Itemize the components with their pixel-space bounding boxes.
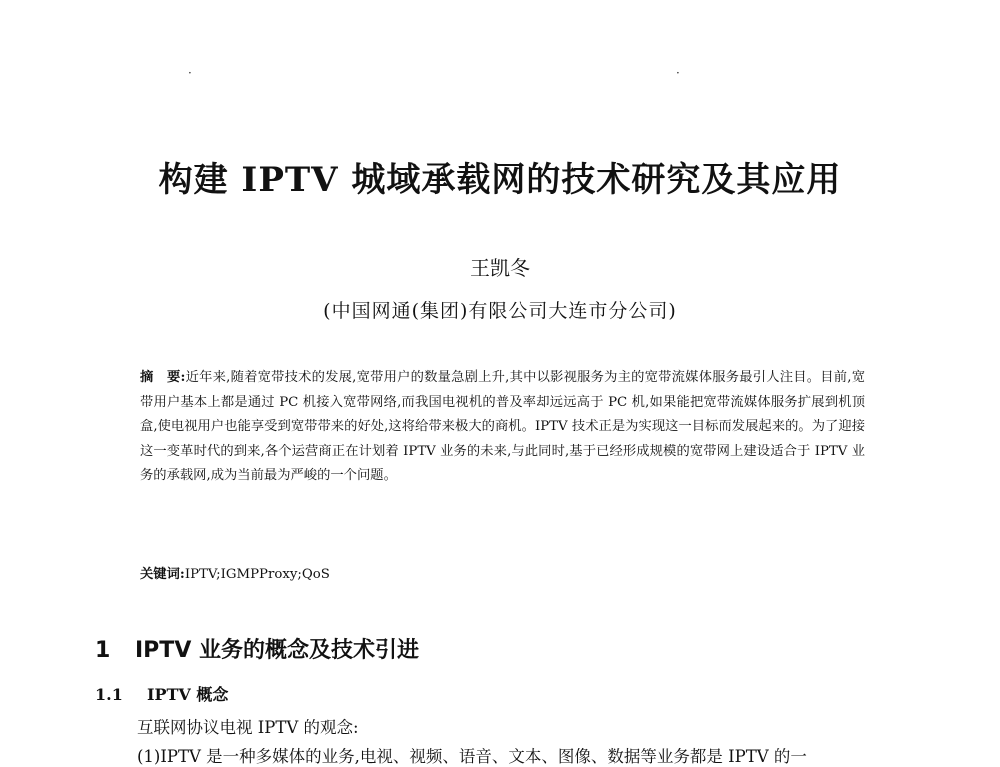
subsection-number: 1.1 (95, 685, 123, 704)
scan-mark: · (188, 66, 192, 80)
section-title: IPTV 业务的概念及技术引进 (135, 638, 420, 663)
subsection-heading (95, 682, 228, 705)
section-heading (95, 633, 419, 664)
keywords-label: 关键词: (140, 567, 185, 582)
body-paragraph-line: 互联网协议电视 IPTV 的观念: (137, 718, 359, 737)
subsection-title: IPTV 概念 (147, 685, 229, 704)
section-number: 1 (95, 638, 111, 663)
author-name: 王凯冬 (470, 256, 530, 280)
author-affiliation: (中国网通(集团)有限公司大连市分公司) (323, 300, 677, 322)
abstract-label: 摘 要: (140, 370, 186, 385)
paper-title: 构建 IPTV 城域承载网的技术研究及其应用 (158, 160, 842, 200)
keywords (140, 563, 865, 582)
abstract (140, 366, 865, 489)
abstract-text: 近年来,随着宽带技术的发展,宽带用户的数量急剧上升,其中以影视服务为主的宽带流媒体服务最引人注目。目前,宽带用户基本上都是通过 PC 机接入宽带网络,而我国电视机的普及率却远远高于 PC 机,如果能把宽带流媒体服务扩展到机顶盒,使电视用户也能享受到宽带带来的好处,这将给带来极大的商机。IPTV 技术正是为实现这一目标而发展起来的。为了迎接这一变革时代的到来,各个运营商正在计划着 IPTV 业务的未来,与此同时,基于已经形成规模的宽带网上建设适合于 IPTV 业务的承载网,成为当前最为严峻的一个问题。 (140, 370, 865, 483)
scan-mark: · (676, 66, 680, 80)
keywords-text: IPTV;IGMPProxy;QoS (184, 567, 330, 582)
body-paragraph-line: (1)IPTV 是一种多媒体的业务,电视、视频、语音、文本、图像、数据等业务都是 IPTV 的一 (137, 747, 807, 766)
